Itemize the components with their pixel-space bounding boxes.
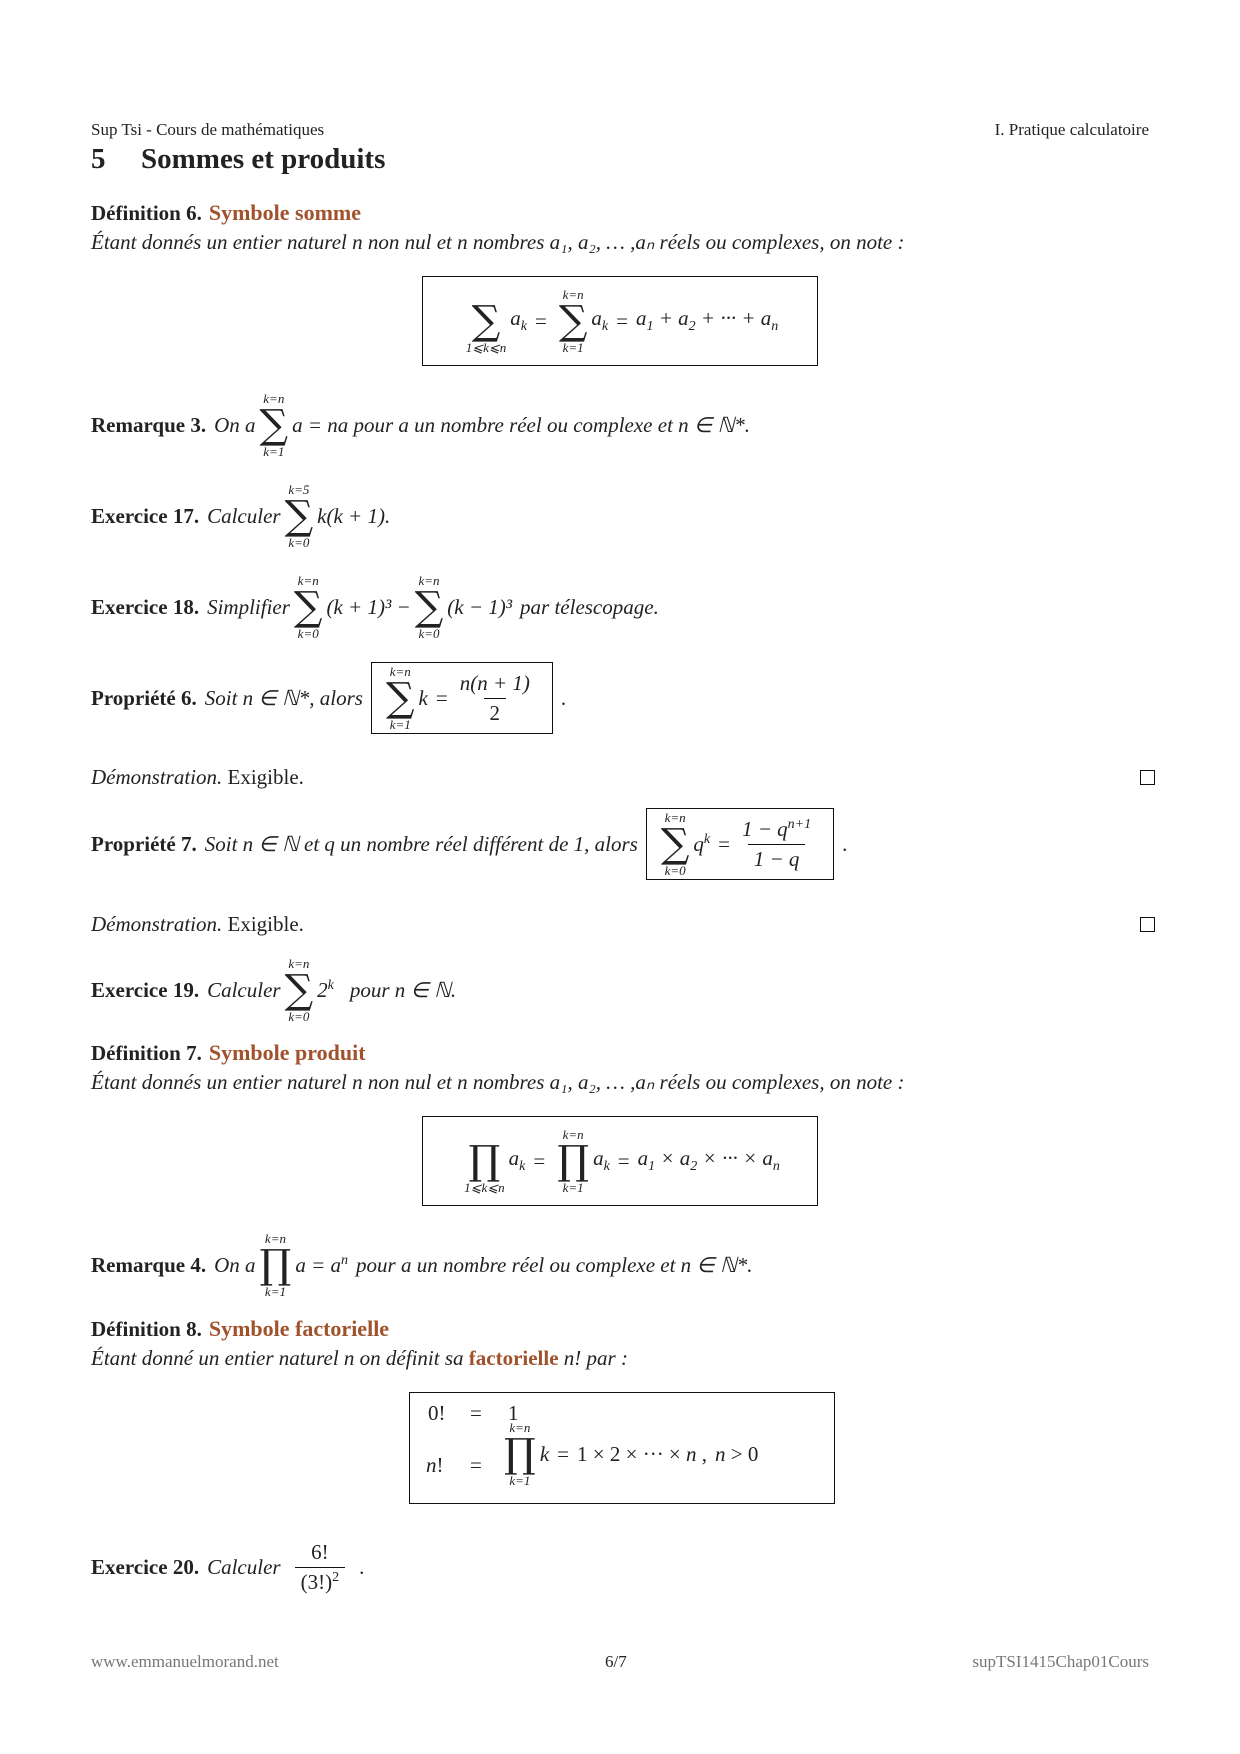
rem4-pre: On a [214,1252,256,1277]
prop6-formula-box: k=n ∑ k=1 k = $\frac{n(n + 1)}{2}$ [371,662,553,734]
def8-keyword: factorielle [468,1346,559,1370]
product-symbol: ∏ 1⩽k⩽n [464,1138,505,1195]
rem3-post: a = na pour a un nombre réel ou complexe et n ∈ ℕ*. [292,412,751,437]
ex18-term1: (k + 1)³ − [326,594,411,619]
def7-text: Étant donnés un entier naturel n non nul et n nombres a₁, a₂, … ,aₙ réels ou complexes, on note : [91,1070,905,1094]
qed-square-icon [1140,770,1155,785]
demo-label: Démonstration. [91,765,223,789]
def6-heading [91,200,361,226]
def6-text: Étant donnés un entier naturel n non nul et n nombres a₁, a₂, … ,aₙ réels ou complexes, on note : [91,230,905,254]
page-number: 6/7 [605,1652,627,1671]
prop7-formula-box: k=n ∑ k=0 $q^k$ = $\frac{1 - q^{n+1}}{1 - q}$ [646,808,834,880]
rem3 [91,392,750,458]
def8-text-pre: Étant donné un entier naturel n on définit sa [91,1346,464,1370]
prop6-pre: Soit n ∈ ℕ*, alors [204,685,363,710]
section-title-text: Sommes et produits [141,143,386,175]
def6-title: Symbole somme [208,200,361,225]
def8-label: Définition 8. [91,1317,202,1341]
footer-left: www.emmanuelmorand.net [91,1652,279,1671]
ex19-post: pour n ∈ ℕ. [349,977,457,1002]
def7-formula-box: ∏ 1⩽k⩽n $a_k$ = k=n ∏ k=1 $a_k$ = $a_1 \times a_2$ × ··· × $a_n$ [422,1116,818,1206]
def8-text-post: n! par : [563,1346,628,1370]
sum-symbol: k=n ∑ k=0 [284,956,314,1024]
ex20-pre: Calculer [207,1555,281,1579]
sum-symbol: k=n ∑ k=0 [414,573,444,641]
header-right: I. Pratique calculatoire [994,120,1149,139]
qed-square-icon [1140,917,1155,932]
ex18-pre: Simplifier [207,594,290,619]
demo-text: Exigible. [227,765,304,789]
def8-heading [91,1316,389,1342]
ex18-term2: (k − 1)³ [447,594,513,619]
prop7-label: Propriété 7. [91,831,197,856]
ex19-pre: Calculer [207,977,281,1002]
def8-title: Symbole factorielle [208,1316,390,1341]
sum-symbol: k=n ∑ k=1 [558,287,588,355]
rem3-label: Remarque 3. [91,412,207,437]
def7-heading [91,1040,366,1066]
rem4-label: Remarque 4. [91,1252,207,1277]
prop7: Propriété 7. Soit n ∈ ℕ et q un nombre réel différent de 1, alors k=n ∑ k=0 $q^k$ = $\frac{1 - q^{n+1}}{1 - q}$ . [91,810,848,878]
fraction: $\frac{6!}{(3!)^2}$ [295,1540,345,1595]
ex17-pre: Calculer [207,503,281,528]
ex20-label: Exercice 20. [91,1555,200,1579]
fraction: $\frac{n(n + 1)}{2}$ [459,670,530,725]
sum-symbol: k=5 ∑ k=0 [284,482,314,550]
def6-label: Définition 6. [91,201,202,225]
demo-text: Exigible. [227,912,304,936]
demo-label: Démonstration. [91,912,223,936]
ex17-label: Exercice 17. [91,503,200,528]
fraction: $\frac{1 - q^{n+1}}{1 - q}$ [741,816,812,871]
prop7-pre: Soit n ∈ ℕ et q un nombre réel différent de 1, alors [204,831,638,856]
footer-right: supTSI1415Chap01Cours [972,1652,1149,1671]
product-symbol: k=n ∏ k=1 [504,1420,536,1488]
rem3-pre: On a [214,412,256,437]
ex19: Exercice 19. Calculer k=n ∑ k=0 2$^k$ pour n ∈ ℕ. [91,956,457,1024]
ex17-post: k(k + 1). [317,503,391,528]
section-number: 5 [91,143,106,175]
ex19-label: Exercice 19. [91,977,200,1002]
rem4-post: pour a un nombre réel ou complexe et n ∈ ℕ*. [356,1252,753,1277]
def7-label: Définition 7. [91,1041,202,1065]
section-title [91,143,385,176]
demo2 [91,912,304,937]
sum-symbol: k=n ∑ k=1 [385,664,415,732]
ex17 [91,483,390,549]
sum-symbol: k=n ∑ k=0 [660,810,690,878]
sum-symbol: k=n ∑ k=0 [293,573,323,641]
def8-formula-box: 0! = 1 n! = k=n ∏ k=1 k = 1 × 2 × ··· × n , n > 0 [409,1392,835,1504]
sum-symbol: k=n ∑ k=1 [259,391,289,459]
ex18-post: par télescopage. [520,594,659,619]
prop6: Propriété 6. Soit n ∈ ℕ*, alors k=n ∑ k=1 k = $\frac{n(n + 1)}{2}$ . [91,664,567,732]
demo1 [91,765,304,790]
product-symbol: k=n ∏ k=1 [259,1231,292,1299]
sum-symbol: ∑ 1⩽k⩽n [465,298,507,355]
ex18-label: Exercice 18. [91,594,200,619]
def8-text [91,1346,628,1371]
ex18 [91,574,659,640]
product-symbol: k=n ∏ k=1 [557,1127,590,1195]
ex20: Exercice 20. Calculer $\frac{6!}{(3!)^2}$ . [91,1540,365,1594]
prop6-label: Propriété 6. [91,685,197,710]
def6-formula-box: ∑ 1⩽k⩽n $a_k$ = k=n ∑ k=1 $a_k$ = $a_1 + a_2$ + ··· + $a_n$ [422,276,818,366]
header-left: Sup Tsi - Cours de mathématiques [91,120,325,139]
rem4: Remarque 4. On a k=n ∏ k=1 $a = a^n$ pour a un nombre réel ou complexe et n ∈ ℕ*. [91,1231,753,1299]
def7-title: Symbole produit [208,1040,366,1065]
